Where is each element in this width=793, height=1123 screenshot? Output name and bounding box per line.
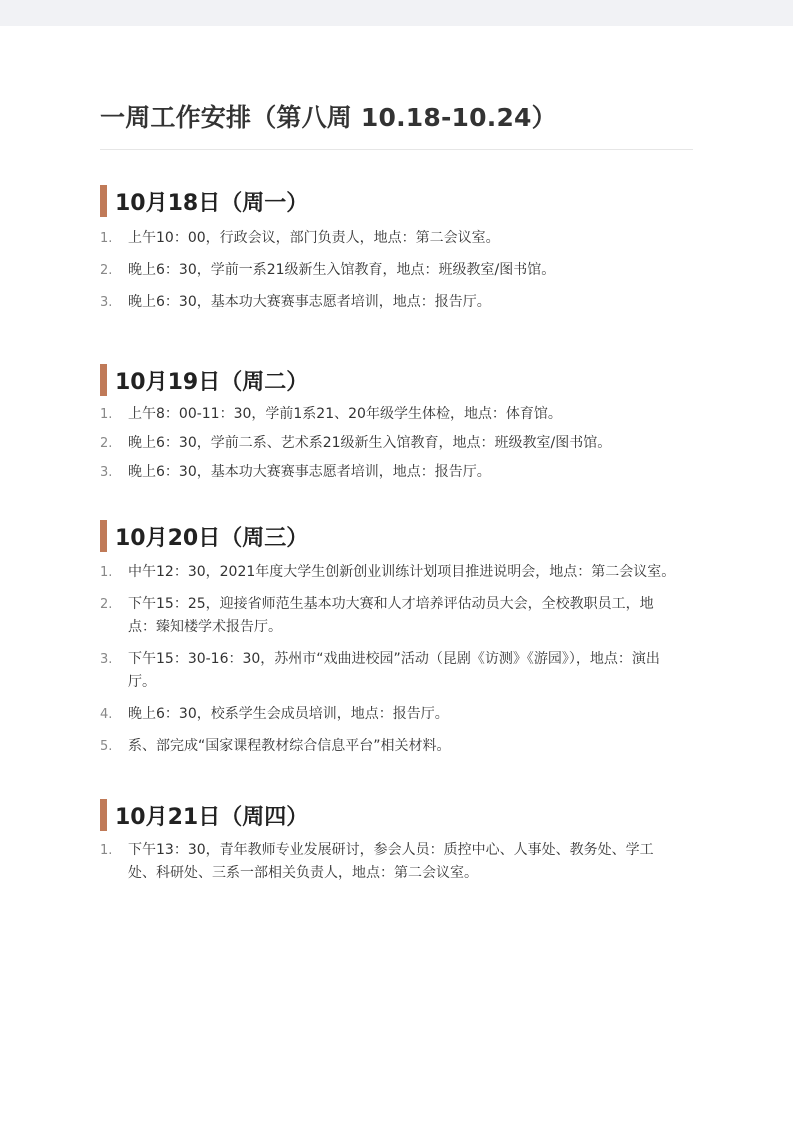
item-number: 1.	[100, 231, 113, 246]
day-section-mon	[100, 185, 693, 314]
list-item	[100, 432, 680, 455]
list-item	[100, 291, 680, 314]
list-item	[100, 227, 680, 250]
item-number: 1.	[100, 407, 113, 422]
document-page	[100, 100, 693, 885]
page-title: 一周工作安排（第八周 10.18-10.24）	[100, 103, 557, 132]
accent-bar	[100, 185, 107, 217]
day-section-tue	[100, 364, 693, 484]
day-item-list	[100, 227, 693, 314]
item-number: 1.	[100, 843, 113, 858]
day-heading	[100, 799, 693, 831]
day-heading	[100, 520, 693, 552]
item-text: 下午15：25，迎接省师范生基本功大赛和人才培养评估动员大会，全校教职员工，地点：臻知楼学术报告厅。	[128, 596, 654, 635]
list-item	[100, 703, 680, 726]
day-section-wed	[100, 520, 693, 758]
day-heading	[100, 185, 693, 217]
item-text: 中午12：30，2021年度大学生创新创业训练计划项目推进说明会，地点：第二会议室。	[128, 564, 676, 580]
item-text: 上午10：00，行政会议，部门负责人，地点：第二会议室。	[128, 230, 500, 246]
day-item-list	[100, 839, 693, 885]
item-number: 2.	[100, 263, 113, 278]
day-heading	[100, 364, 693, 396]
item-text: 下午15：30-16：30，苏州市“戏曲进校园”活动（昆剧《访测》《游园》），地点：演出厅。	[128, 651, 660, 690]
title-divider	[100, 149, 693, 150]
list-item	[100, 561, 680, 584]
item-text: 晚上6：30，校系学生会成员培训，地点：报告厅。	[128, 706, 449, 722]
item-number: 5.	[100, 739, 113, 754]
list-item	[100, 648, 680, 694]
item-number: 2.	[100, 597, 113, 612]
item-text: 系、部完成“国家课程教材综合信息平台”相关材料。	[128, 738, 451, 754]
item-number: 2.	[100, 436, 113, 451]
item-text: 上午8：00-11：30，学前1系21、20年级学生体检，地点：体育馆。	[128, 406, 562, 422]
item-text: 晚上6：30，学前二系、艺术系21级新生入馆教育，地点：班级教室/图书馆。	[128, 435, 612, 451]
day-item-list	[100, 561, 693, 758]
list-item	[100, 403, 680, 426]
day-item-list	[100, 403, 693, 484]
day-heading-label: 10月21日（周四）	[115, 804, 309, 830]
list-item	[100, 461, 680, 484]
day-section-thu	[100, 799, 693, 885]
item-number: 3.	[100, 465, 113, 480]
list-item	[100, 839, 680, 885]
top-strip	[0, 0, 793, 26]
item-text: 晚上6：30，基本功大赛赛事志愿者培训，地点：报告厅。	[128, 464, 491, 480]
list-item	[100, 259, 680, 282]
item-number: 3.	[100, 295, 113, 310]
accent-bar	[100, 520, 107, 552]
day-heading-label: 10月19日（周二）	[115, 369, 309, 395]
item-number: 1.	[100, 565, 113, 580]
item-number: 4.	[100, 707, 113, 722]
day-heading-label: 10月18日（周一）	[115, 190, 309, 216]
accent-bar	[100, 364, 107, 396]
day-heading-label: 10月20日（周三）	[115, 525, 309, 551]
item-text: 下午13：30，青年教师专业发展研讨，参会人员：质控中心、人事处、教务处、学工处、科研处、三系一部相关负责人，地点：第二会议室。	[128, 842, 654, 881]
accent-bar	[100, 799, 107, 831]
list-item	[100, 735, 680, 758]
item-text: 晚上6：30，学前一系21级新生入馆教育，地点：班级教室/图书馆。	[128, 262, 556, 278]
item-number: 3.	[100, 652, 113, 667]
list-item	[100, 593, 680, 639]
item-text: 晚上6：30，基本功大赛赛事志愿者培训，地点：报告厅。	[128, 294, 491, 310]
